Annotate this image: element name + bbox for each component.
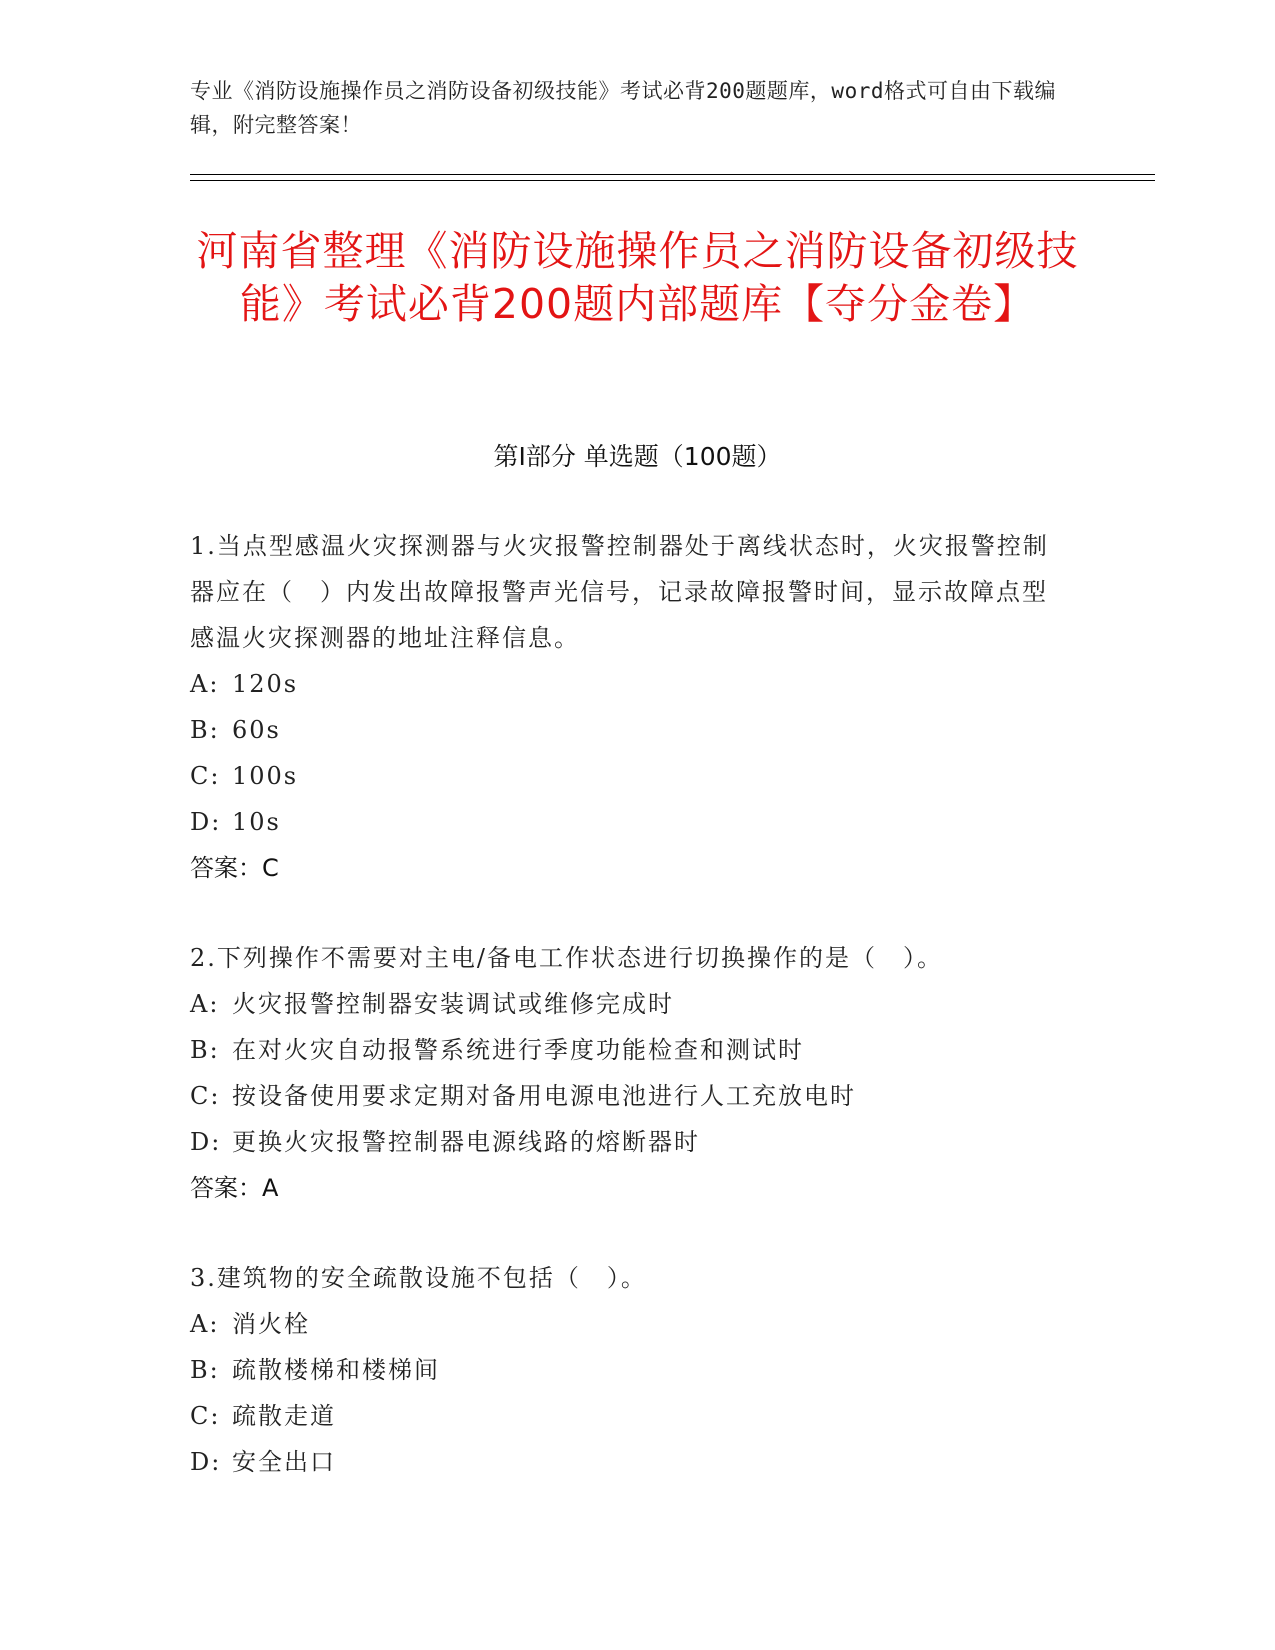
- option-letter: A:: [190, 670, 220, 698]
- option-text: 在对火灾自动报警系统进行季度功能检查和测试时: [232, 1036, 804, 1064]
- option-text: 火灾报警控制器安装调试或维修完成时: [232, 990, 674, 1018]
- option-text: 10s: [232, 808, 281, 836]
- option-c: [190, 1393, 1070, 1439]
- option-text: 疏散走道: [232, 1402, 336, 1430]
- option-text: 按设备使用要求定期对备用电源电池进行人工充放电时: [232, 1082, 856, 1110]
- section-heading: 第I部分 单选题（100题）: [493, 442, 782, 471]
- answer-line: 答案：C: [190, 854, 279, 882]
- option-d: [190, 1119, 1070, 1165]
- option-text: 60s: [232, 716, 281, 744]
- option-letter: B:: [190, 716, 220, 744]
- option-a: [190, 981, 1070, 1027]
- header-divider-top: [190, 174, 1155, 175]
- option-text: 120s: [232, 670, 299, 698]
- option-letter: A:: [190, 1310, 220, 1338]
- question-stem: 1.当点型感温火灾探测器与火灾报警控制器处于离线状态时，火灾报警控制器应在（ ）内发出故障报警声光信号，记录故障报警时间，显示故障点型感温火灾探测器的地址注释信息。: [190, 532, 1049, 652]
- option-text: 100s: [232, 762, 299, 790]
- option-text: 消火栓: [232, 1310, 310, 1338]
- option-text: 更换火灾报警控制器电源线路的熔断器时: [232, 1128, 700, 1156]
- option-b: [190, 1027, 1070, 1073]
- option-text: 疏散楼梯和楼梯间: [232, 1356, 440, 1384]
- option-text: 安全出口: [232, 1448, 336, 1476]
- option-b: [190, 1347, 1070, 1393]
- option-d: [190, 799, 1070, 845]
- option-letter: A:: [190, 990, 220, 1018]
- question-3: [190, 1255, 1070, 1485]
- option-letter: D:: [190, 1448, 222, 1476]
- header-note: 专业《消防设施操作员之消防设备初级技能》考试必背200题题库，word格式可自由下载编辑，附完整答案！: [190, 79, 1056, 137]
- option-letter: B:: [190, 1356, 220, 1384]
- header-divider-bottom: [190, 180, 1155, 181]
- option-c: [190, 1073, 1070, 1119]
- option-a: [190, 661, 1070, 707]
- option-a: [190, 1301, 1070, 1347]
- option-letter: C:: [190, 762, 221, 790]
- option-c: [190, 753, 1070, 799]
- option-d: [190, 1439, 1070, 1485]
- answer-line: 答案：A: [190, 1174, 279, 1202]
- option-letter: D:: [190, 1128, 222, 1156]
- question-1: [190, 523, 1070, 891]
- question-stem: 2.下列操作不需要对主电/备电工作状态进行切换操作的是（ ）。: [190, 944, 943, 972]
- option-letter: D:: [190, 808, 222, 836]
- question-2: [190, 935, 1070, 1211]
- option-letter: C:: [190, 1082, 221, 1110]
- document-title: 河南省整理《消防设施操作员之消防设备初级技能》考试必背200题内部题库【夺分金卷】: [196, 227, 1079, 328]
- question-stem: 3.建筑物的安全疏散设施不包括（ ）。: [190, 1264, 647, 1292]
- option-letter: C:: [190, 1402, 221, 1430]
- option-b: [190, 707, 1070, 753]
- option-letter: B:: [190, 1036, 220, 1064]
